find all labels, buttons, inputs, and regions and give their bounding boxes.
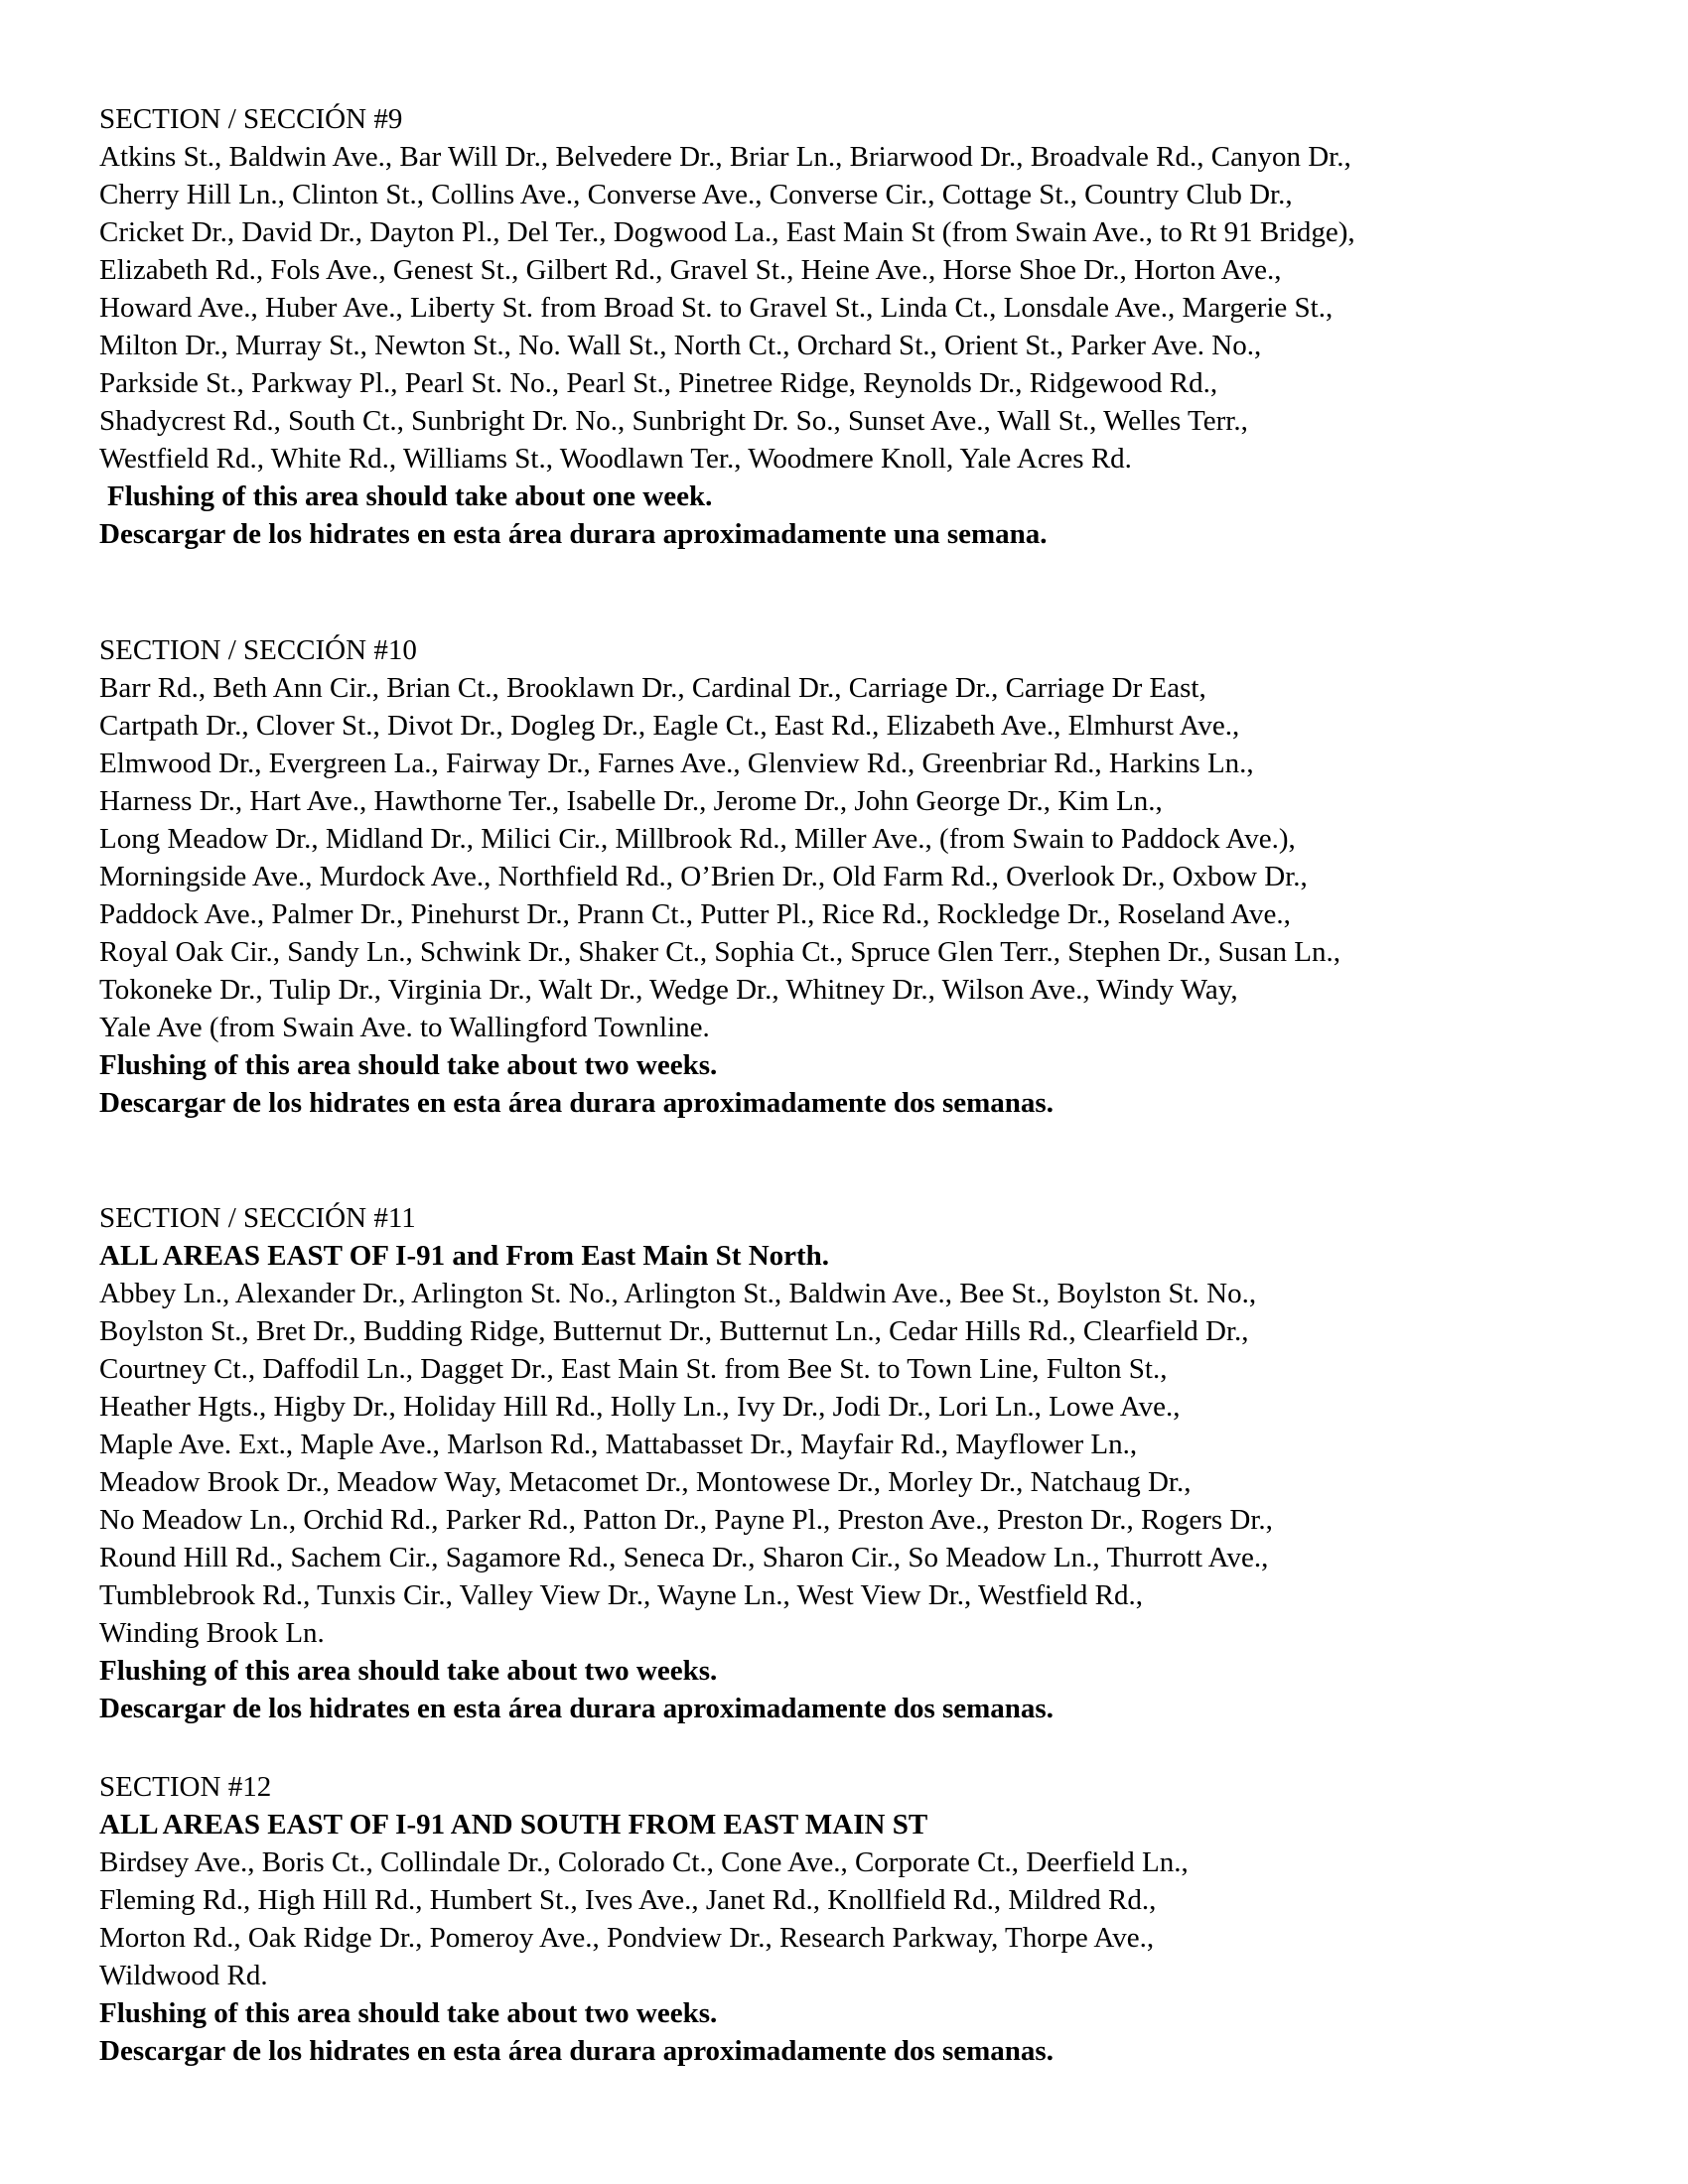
street-list-line: Winding Brook Ln. bbox=[99, 1617, 325, 1649]
street-list-line: Maple Ave. Ext., Maple Ave., Marlson Rd., Mattabasset Dr., Mayfair Rd., Mayflower Ln., bbox=[99, 1429, 1138, 1460]
street-list-line: Fleming Rd., High Hill Rd., Humbert St., Ives Ave., Janet Rd., Knollfield Rd., Mildred Rd., bbox=[99, 1884, 1157, 1916]
street-list-line: Cartpath Dr., Clover St., Divot Dr., Dogleg Dr., Eagle Ct., East Rd., Elizabeth Ave., Elmhurst Ave., bbox=[99, 710, 1240, 742]
street-list-line: Barr Rd., Beth Ann Cir., Brian Ct., Brooklawn Dr., Cardinal Dr., Carriage Dr., Carriage Dr East, bbox=[99, 672, 1206, 704]
flushing-duration-english: Flushing of this area should take about two weeks. bbox=[99, 1049, 718, 1081]
street-list-line: Elizabeth Rd., Fols Ave., Genest St., Gilbert Rd., Gravel St., Heine Ave., Horse Shoe Dr., Horton Ave., bbox=[99, 254, 1282, 286]
street-list-line: Tumblebrook Rd., Tunxis Cir., Valley View Dr., Wayne Ln., West View Dr., Westfield Rd., bbox=[99, 1579, 1144, 1611]
street-list-line: Cricket Dr., David Dr., Dayton Pl., Del Ter., Dogwood La., East Main St (from Swain Ave., to Rt 91 Bridge), bbox=[99, 216, 1355, 248]
flushing-duration-english: Flushing of this area should take about two weeks. bbox=[99, 1655, 718, 1687]
street-list-line: Paddock Ave., Palmer Dr., Pinehurst Dr., Prann Ct., Putter Pl., Rice Rd., Rockledge Dr., Roseland Ave., bbox=[99, 898, 1291, 930]
flushing-duration-spanish: Descargar de los hidrates en esta área durara aproximadamente dos semanas. bbox=[99, 2035, 1054, 2067]
section-12 bbox=[99, 1768, 1609, 2070]
flushing-duration-spanish: Descargar de los hidrates en esta área durara aproximadamente dos semanas. bbox=[99, 1087, 1054, 1119]
street-list-line: Long Meadow Dr., Midland Dr., Milici Cir., Millbrook Rd., Miller Ave., (from Swain to Paddock Ave.), bbox=[99, 823, 1296, 855]
street-list-line: Harness Dr., Hart Ave., Hawthorne Ter., Isabelle Dr., Jerome Dr., John George Dr., Kim Ln., bbox=[99, 785, 1163, 817]
street-list-line: Atkins St., Baldwin Ave., Bar Will Dr., Belvedere Dr., Briar Ln., Briarwood Dr., Broadvale Rd., Canyon Dr., bbox=[99, 141, 1351, 173]
section-11 bbox=[99, 1199, 1609, 1727]
street-list-line: Tokoneke Dr., Tulip Dr., Virginia Dr., Walt Dr., Wedge Dr., Whitney Dr., Wilson Ave., Windy Way, bbox=[99, 974, 1238, 1006]
section-title: SECTION / SECCIÓN #11 bbox=[99, 1202, 416, 1234]
street-list-line: No Meadow Ln., Orchid Rd., Parker Rd., Patton Dr., Payne Pl., Preston Ave., Preston Dr., Rogers Dr., bbox=[99, 1504, 1273, 1536]
street-list-line: Abbey Ln., Alexander Dr., Arlington St. No., Arlington St., Baldwin Ave., Bee St., Boylston St. No., bbox=[99, 1278, 1257, 1309]
street-list-line: Westfield Rd., White Rd., Williams St., Woodlawn Ter., Woodmere Knoll, Yale Acres Rd. bbox=[99, 443, 1132, 475]
street-list-line: Howard Ave., Huber Ave., Liberty St. from Broad St. to Gravel St., Linda Ct., Lonsdale Ave., Margerie St., bbox=[99, 292, 1334, 324]
street-list-line: Morton Rd., Oak Ridge Dr., Pomeroy Ave., Pondview Dr., Research Parkway, Thorpe Ave., bbox=[99, 1922, 1155, 1954]
street-list-line: Morningside Ave., Murdock Ave., Northfield Rd., O’Brien Dr., Old Farm Rd., Overlook Dr., Oxbow Dr., bbox=[99, 861, 1308, 892]
flushing-duration-english: Flushing of this area should take about one week. bbox=[107, 480, 713, 512]
flushing-duration-english: Flushing of this area should take about two weeks. bbox=[99, 1997, 718, 2029]
street-list-line: Elmwood Dr., Evergreen La., Fairway Dr., Farnes Ave., Glenview Rd., Greenbriar Rd., Harkins Ln., bbox=[99, 748, 1254, 779]
street-list-line: Milton Dr., Murray St., Newton St., No. Wall St., North Ct., Orchard St., Orient St., Parker Ave. No., bbox=[99, 330, 1262, 361]
street-list-line: Cherry Hill Ln., Clinton St., Collins Ave., Converse Ave., Converse Cir., Cottage St., Country Club Dr., bbox=[99, 179, 1293, 210]
section-area-heading: ALL AREAS EAST OF I-91 and From East Main St North. bbox=[99, 1240, 830, 1272]
flushing-duration-spanish: Descargar de los hidrates en esta área durara aproximadamente una semana. bbox=[99, 518, 1048, 550]
street-list-line: Royal Oak Cir., Sandy Ln., Schwink Dr., Shaker Ct., Sophia Ct., Spruce Glen Terr., Stephen Dr., Susan Ln., bbox=[99, 936, 1340, 968]
street-list-line: Round Hill Rd., Sachem Cir., Sagamore Rd., Seneca Dr., Sharon Cir., So Meadow Ln., Thurrott Ave., bbox=[99, 1542, 1269, 1573]
section-title: SECTION / SECCIÓN #10 bbox=[99, 634, 417, 666]
street-list-line: Shadycrest Rd., South Ct., Sunbright Dr. No., Sunbright Dr. So., Sunset Ave., Wall St., Welles Terr., bbox=[99, 405, 1248, 437]
street-list-line: Parkside St., Parkway Pl., Pearl St. No., Pearl St., Pinetree Ridge, Reynolds Dr., Ridgewood Rd., bbox=[99, 367, 1218, 399]
section-area-heading: ALL AREAS EAST OF I-91 AND SOUTH FROM EAST MAIN ST bbox=[99, 1809, 928, 1841]
flushing-duration-spanish: Descargar de los hidrates en esta área durara aproximadamente dos semanas. bbox=[99, 1693, 1054, 1724]
street-list-line: Meadow Brook Dr., Meadow Way, Metacomet Dr., Montowese Dr., Morley Dr., Natchaug Dr., bbox=[99, 1466, 1192, 1498]
street-list-line: Heather Hgts., Higby Dr., Holiday Hill Rd., Holly Ln., Ivy Dr., Jodi Dr., Lori Ln., Lowe Ave., bbox=[99, 1391, 1181, 1423]
street-list-line: Boylston St., Bret Dr., Budding Ridge, Butternut Dr., Butternut Ln., Cedar Hills Rd., Clearfield Dr., bbox=[99, 1315, 1249, 1347]
section-10 bbox=[99, 631, 1609, 1122]
street-list-line: Birdsey Ave., Boris Ct., Collindale Dr., Colorado Ct., Cone Ave., Corporate Ct., Deerfield Ln., bbox=[99, 1846, 1189, 1878]
section-9 bbox=[99, 100, 1609, 553]
section-title: SECTION #12 bbox=[99, 1771, 272, 1803]
section-title: SECTION / SECCIÓN #9 bbox=[99, 103, 403, 135]
street-list-line: Wildwood Rd. bbox=[99, 1960, 268, 1991]
street-list-line: Yale Ave (from Swain Ave. to Wallingford Townline. bbox=[99, 1012, 710, 1043]
street-list-line: Courtney Ct., Daffodil Ln., Dagget Dr., East Main St. from Bee St. to Town Line, Fulton St., bbox=[99, 1353, 1168, 1385]
